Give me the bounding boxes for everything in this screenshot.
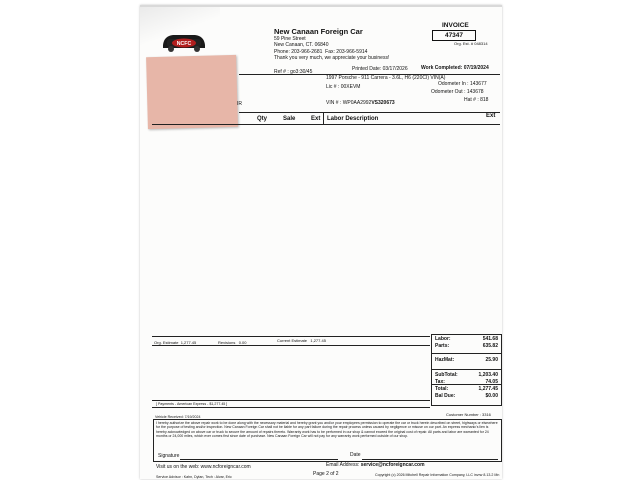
email-address: service@ncforeigncar.com [360,462,425,468]
totals-value: 1,277.45 [478,386,498,392]
authorization-text: I hereby authorize the above repair work to be done along with the necessary material and hereby grant you and/or your employees permission to operate the car or truck herein described on street, highways or elsewhere for the purpose of testing and/or inspection. New Canaan Foreign Car shall not be liable for any part failure during the repair process unless caused by negligence or misuse on our part. An express mechanic's lien is hereby acknowledged on above car or truck to secure the amount of repairs thereto. Warranty work has to be performed in our shop & cannot exceed the original cost of repair. All parts and labor are warranted for 24 months or 24,000 miles, which ever comes first since date of purchase. New Canaan Foreign Car will not pay for any warranty work performed outside of our shop. [156,421,498,438]
website: Visit us on the web: www.ncforeigncar.com [156,464,251,470]
page-top-edge [140,5,502,7]
phone-label: Phone: [274,49,290,55]
column-divider [323,113,324,124]
email-label: Email Address: [326,462,360,468]
totals-value: 25.90 [485,357,498,363]
vehicle-received: Vehicle Received: 7/19/2024 [155,415,201,419]
totals-label: Total: [435,386,449,392]
totals-label: Bal Due: [435,393,456,399]
license-plate [326,84,360,90]
odometer-in-value: 143677 [469,81,487,87]
copyright: Copyright (c) 2026 Mitchell Repair Information Company, LLC invrw 8.13.2 Mn [375,473,500,477]
customer-number: Customer Number : 3316 [446,412,491,417]
signature-line [180,459,338,460]
fax-number: 203-966-5914 [336,49,368,55]
totals-label: Labor: [435,336,451,342]
vin-prefix: WP0AA2992 [342,100,372,106]
totals-divider [431,384,501,385]
invoice-number: 47347 [432,30,476,41]
lic-label: Lic # : [326,84,340,90]
thank-you-note: Thank you very much, we appreciate your business! [274,55,390,61]
odometer-in [438,81,487,87]
vin-number [326,100,395,106]
service-advisor: Service Advisor : Kahn, Dylan, Tech : Alvar, Eric [156,475,232,479]
hat-value: 818 [480,97,489,103]
revisions-label: Revisions [218,340,236,345]
page-number: Page 2 of 2 [313,471,339,477]
estimate-bottom-line [152,345,430,346]
payments-bottom-line [152,407,430,408]
partial-text: IR [237,101,242,107]
signature-label: Signature [158,453,180,459]
estimate-top-line [152,336,430,337]
odometer-out [431,89,484,95]
sticky-note [146,55,238,129]
shop-city: New Canaan, CT. 06840 [274,42,329,48]
phone-number: 203-966-2681 [291,49,323,55]
col-sale: Sale [283,116,296,122]
totals-value: 74.05 [485,379,498,385]
col-ext-right: Ext [486,113,496,119]
vehicle-description: 1997 Porsche - 911 Carrera - 3.6L, H6 (220CI) VIN(A) [326,75,446,81]
date-label: Date [350,452,361,458]
invoice-title: INVOICE [442,22,469,29]
totals-value: $0.00 [485,393,498,399]
revisions-value: 0.00 [238,340,247,345]
fax-label: Fax: [325,49,335,55]
col-labor-description: Labor Description [327,116,379,122]
shop-street: 59 Pine Street [274,36,306,42]
org-estimate-value: 1,277.45 [180,340,197,345]
vin-suffix: VS320673 [371,100,395,106]
email [326,462,425,468]
hat-label: Hat # : [464,97,479,103]
shop-name: New Canaan Foreign Car [274,27,363,36]
odometer-in-label: Odometer In : [438,81,469,87]
work-completed-date: 07/19/2024 [463,65,489,71]
totals-label: Parts: [435,343,450,349]
date-line [362,459,498,460]
totals-value: 541.68 [482,336,498,342]
hat-number [464,97,488,103]
totals-label: Tax: [435,379,445,385]
totals-divider [431,369,501,370]
ref-number: Ref # : go3:30/45 [274,69,313,75]
org-estimate-number: Org. Est. # 048314 [454,41,488,46]
org-estimate-label: Org. Estimate [154,340,179,345]
lic-value: 00XEVM [340,84,361,90]
totals-label: SubTotal: [435,372,458,378]
totals-divider [431,353,501,354]
logo-text: NCFC [176,40,192,47]
odometer-out-value: 143678 [466,89,484,95]
current-estimate [277,338,326,343]
col-ext: Ext [311,116,321,122]
current-estimate-value: 1,277.45 [310,338,326,343]
column-header-bottom-line [152,124,500,125]
column-header-top-line [239,112,500,113]
payments-line: [ Payments - American Express - $1,277.45 ] [156,402,228,406]
payments-top-line [152,400,430,401]
work-completed [421,65,489,71]
col-qty: Qty [257,116,268,122]
totals-value: 635.82 [482,343,498,349]
work-completed-label: Work Completed: [421,65,463,71]
totals-label: HazMat: [435,357,455,363]
shop-logo [161,31,207,55]
current-estimate-label: Current Estimate [277,338,308,343]
printed-date: Printed Date: 03/17/2026 [352,66,408,72]
vin-label: VIN # : [326,100,342,106]
totals-value: 1,203.40 [478,372,498,378]
odometer-out-label: Odometer Out : [431,89,466,95]
